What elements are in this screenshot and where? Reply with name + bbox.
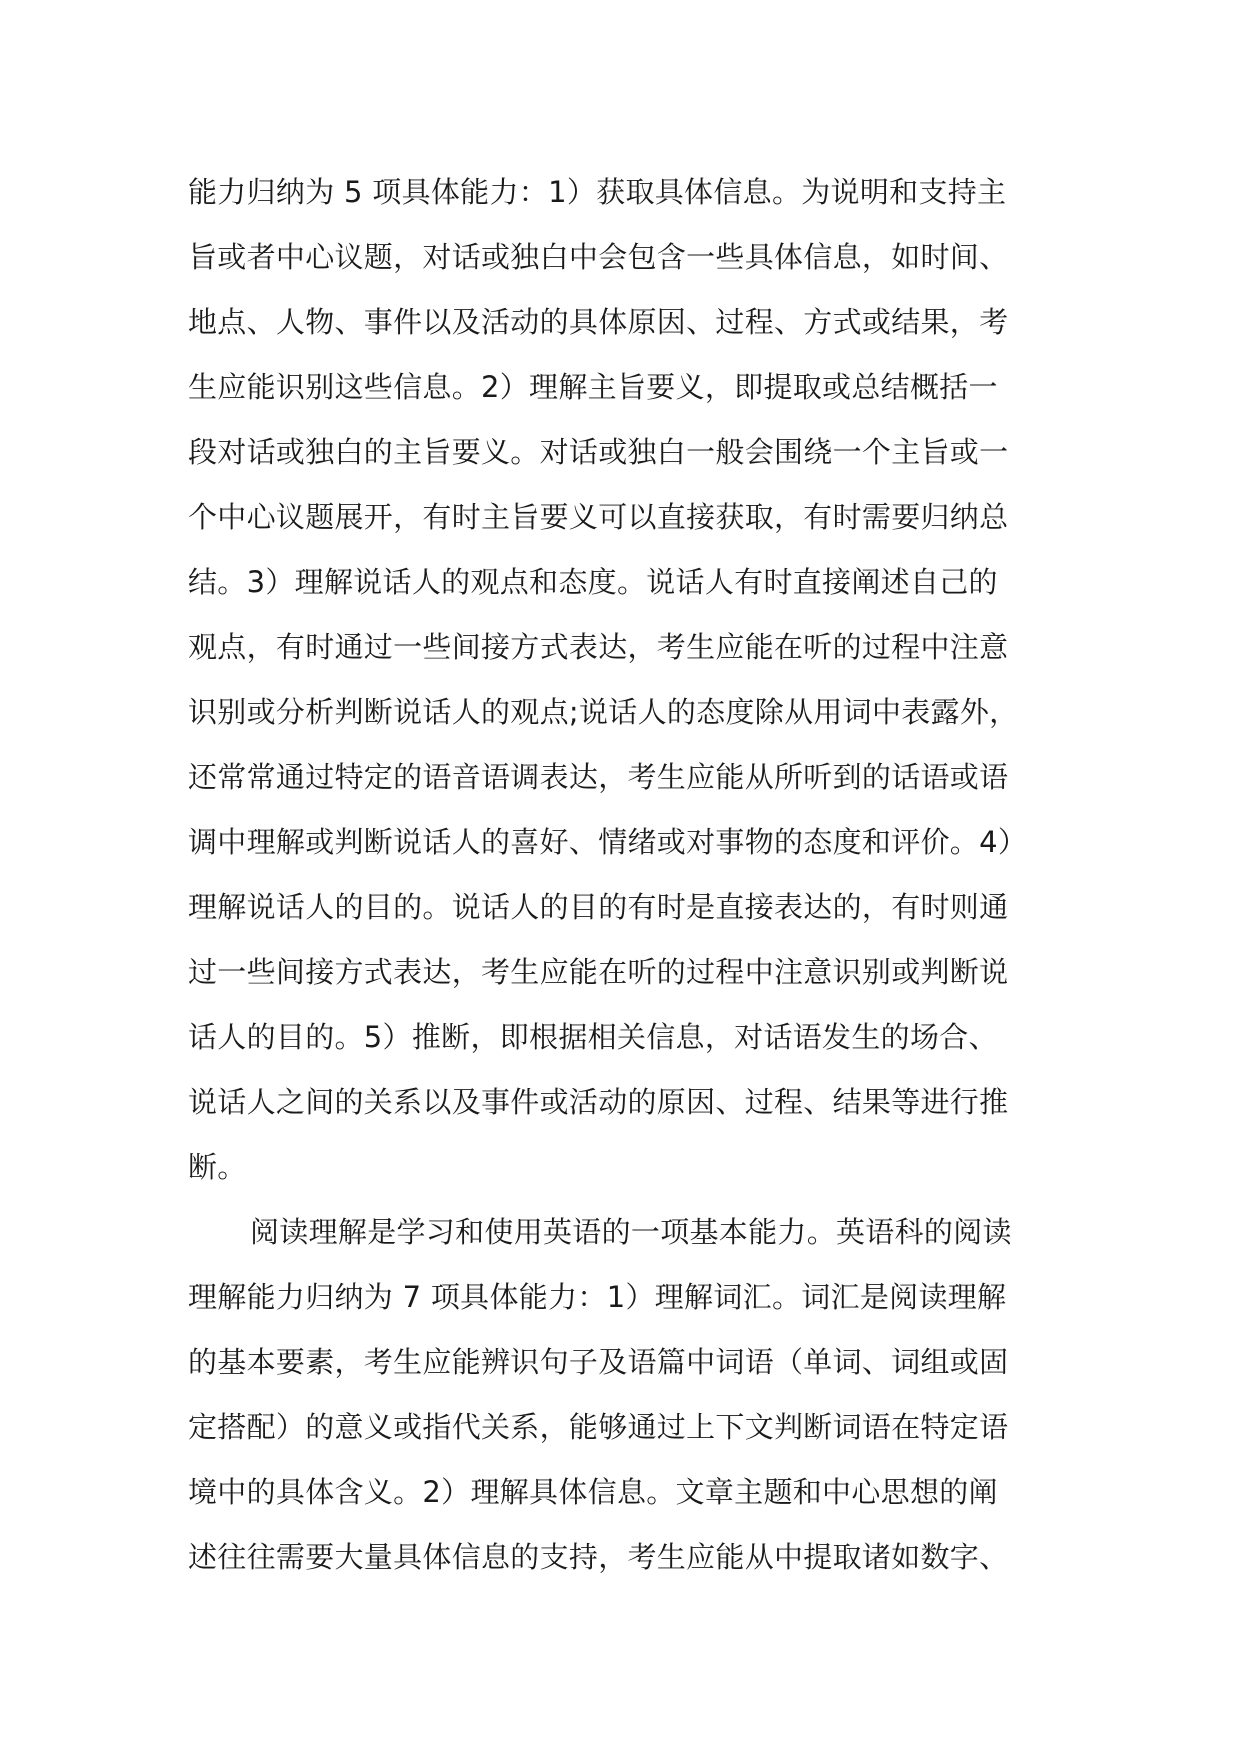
text-line: 过一些间接方式表达，考生应能在听的过程中注意识别或判断说 xyxy=(188,955,1009,989)
text-line: 结。3）理解说话人的观点和态度。说话人有时直接阐述自己的 xyxy=(188,565,998,599)
text-line: 观点，有时通过一些间接方式表达，考生应能在听的过程中注意 xyxy=(188,630,1009,664)
text-line: 能力归纳为 5 项具体能力：1）获取具体信息。为说明和支持主 xyxy=(188,175,1007,209)
text-line: 地点、人物、事件以及活动的具体原因、过程、方式或结果，考 xyxy=(188,305,1009,339)
text-line: 个中心议题展开，有时主旨要义可以直接获取，有时需要归纳总 xyxy=(188,500,1009,534)
paragraph-start-line: 阅读理解是学习和使用英语的一项基本能力。英语科的阅读 xyxy=(250,1215,1012,1249)
text-line: 的基本要素，考生应能辨识句子及语篇中词语（单词、词组或固 xyxy=(188,1345,1009,1379)
text-line: 理解说话人的目的。说话人的目的有时是直接表达的，有时则通 xyxy=(188,890,1009,924)
text-line: 生应能识别这些信息。2）理解主旨要义，即提取或总结概括一 xyxy=(188,370,998,404)
text-line: 识别或分析判断说话人的观点;说话人的态度除从用词中表露外， xyxy=(188,695,1019,729)
text-line: 旨或者中心议题，对话或独白中会包含一些具体信息，如时间、 xyxy=(188,240,1009,274)
text-line: 定搭配）的意义或指代关系，能够通过上下文判断词语在特定语 xyxy=(188,1410,1009,1444)
text-line: 段对话或独白的主旨要义。对话或独白一般会围绕一个主旨或一 xyxy=(188,435,1009,469)
text-line: 理解能力归纳为 7 项具体能力：1）理解词汇。词汇是阅读理解 xyxy=(188,1280,1007,1314)
text-line: 断。 xyxy=(188,1150,247,1184)
text-line: 话人的目的。5）推断，即根据相关信息，对话语发生的场合、 xyxy=(188,1020,998,1054)
text-line: 说话人之间的关系以及事件或活动的原因、过程、结果等进行推 xyxy=(188,1085,1009,1119)
text-line: 境中的具体含义。2）理解具体信息。文章主题和中心思想的阐 xyxy=(188,1475,998,1509)
body-text xyxy=(188,160,1078,1590)
text-line: 调中理解或判断说话人的喜好、情绪或对事物的态度和评价。4） xyxy=(188,825,1028,859)
text-line: 述往往需要大量具体信息的支持，考生应能从中提取诸如数字、 xyxy=(188,1540,1009,1574)
text-line: 还常常通过特定的语音语调表达，考生应能从所听到的话语或语 xyxy=(188,760,1009,794)
